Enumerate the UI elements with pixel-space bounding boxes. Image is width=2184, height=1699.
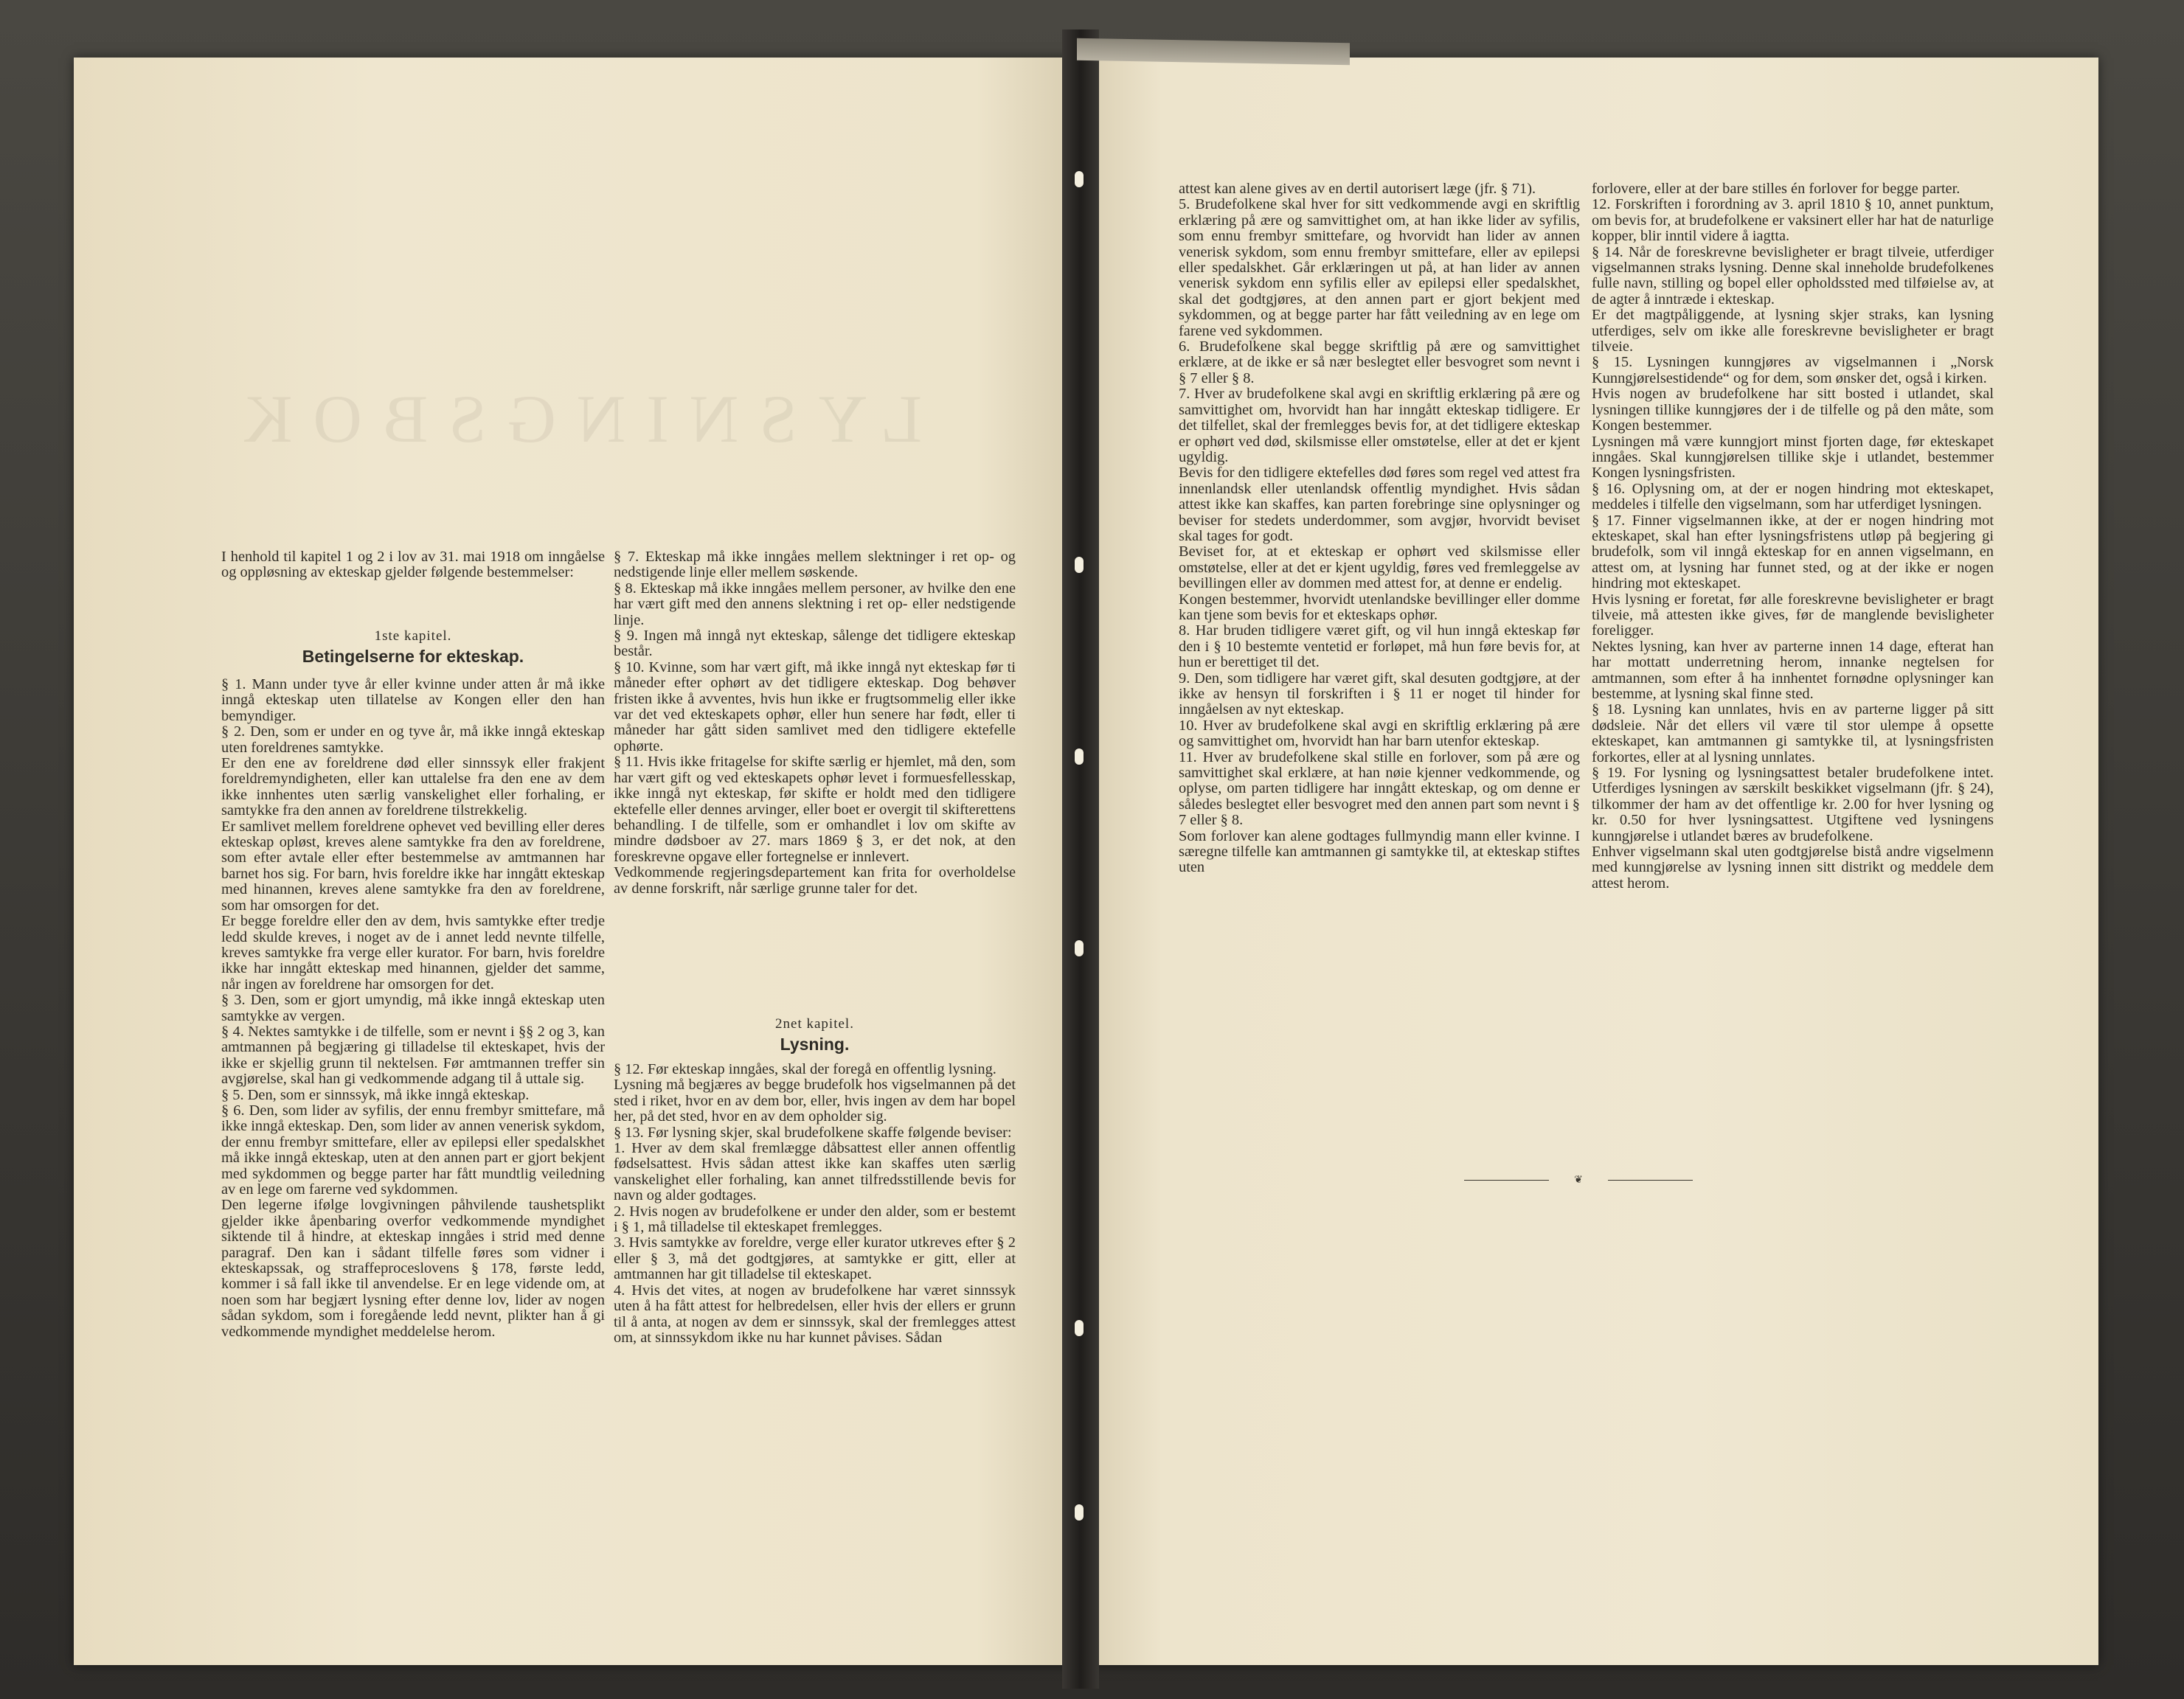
book-spine	[1062, 29, 1099, 1689]
binding-stitch	[1075, 557, 1084, 573]
binding-stitch	[1075, 940, 1084, 956]
left-column-1-text: § 1. Mann under tyve år eller kvinne under atten år må ikke inngå ekteskap uten tillatelse av Kongen eller den han bemyndiger. § 2. Den, som er under en og tyve år, må ikke inngå ekteskap uten foreldrenes samtykke. Er den ene av foreldrene død eller sinnssyk eller frakjent foreldremyndigheten, eller kan uttalelse fra den ene av dem ikke innhentes uten særlig vanskelighet eller forhaling, er samtykke fra den annen av foreldrene tilstrekkelig. Er samlivet mellem foreldrene ophevet ved bevilling eller deres ekteskap opløst, kreves alene samtykke fra den av foreldrene, som efter avtale eller efter bestemmelse av amtmannen har barnet hos sig. For barn, hvis foreldre ikke har inngått ekteskap med hinannen, kreves alene samtykke fra den av foreldrene, som har omsorgen for det. Er begge foreldre eller den av dem, hvis samtykke efter tredje ledd skulde kreves, i noget av de i annet ledd nevnte tilfelle, kreves samtykke fra verge eller kurator. For barn, hvis foreldre ikke har inngått ekteskap med hinannen, gjelder det samme, når ingen av foreldrene har omsorgen for det. § 3. Den, som er gjort umyndig, må ikke inngå ekteskap uten samtykke av vergen. § 4. Nektes samtykke i de tilfelle, som er nevnt i §§ 2 og 3, kan amtmannen på begjæring gi tilladelse til ekteskapet, hvis der ikke er skjellig grunn til nektelsen. Før amtmannen treffer sin avgjørelse, skal han gi vedkommende adgang til å uttale sig. § 5. Den, som er sinnssyk, må ikke inngå ekteskap. § 6. Den, som lider av syfilis, der ennu frembyr smittefare, må ikke inngå ekteskap. Den, som lider av annen venerisk sykdom, der ennu frembyr smittefare, eller av epilepsi eller spedalskhet må ikke inngå ekteskap, uten at den annen part er gjort bekjent med sykdommen og begge parter har fått mundtlig veiledning av en lege om farerne ved sykdommen. Den legerne ifølge lovgivningen påhvilende taushetsplikt gjelder ikke åpenbaring overfor vedkommende myndighet siktende til å hindre, at ekteskap inngåes i strid med denne paragraf. Den kan i sådant tilfelle føres som vidner i ekteskapssak, og straffeproceslovens § 178, første ledd, kommer i så fall ikke til anvendelse. Er en lege vidende om, at noen som har begjært lysning efter denne lov, lider av nogen sådan sykdom, som i foregående ledd nevnt, plikter han å gi vedkommende myndighet meddelelse herom.	[221, 676, 605, 1340]
ornament-rule-left	[1464, 1180, 1549, 1181]
binding-stitch	[1075, 1504, 1084, 1521]
ornament-rule-right	[1608, 1180, 1693, 1181]
chapter-1-number: 1ste kapitel.	[374, 628, 452, 644]
faded-show-through-title: LYSNINGSBOK	[223, 381, 922, 456]
binding-stitch	[1075, 171, 1084, 187]
chapter-2-title: Lysning.	[780, 1035, 850, 1054]
binding-stitch	[1075, 1320, 1084, 1336]
spine-top-edge	[1077, 38, 1350, 65]
chapter-1-title: Betingelserne for ekteskap.	[302, 647, 524, 666]
end-ornament	[1464, 1175, 1693, 1186]
left-column-2-bottom-text: § 12. Før ekteskap inngåes, skal der foregå en offentlig lysning. Lysning må begjæres av begge brudefolk hos vigselmannen på det sted i riket, hvor en av dem bor, eller, hvis ingen av dem har bopel her, på det sted, hvor en av dem opholder sig. § 13. Før lysning skjer, skal brudefolkene skaffe følgende beviser: 1. Hver av dem skal fremlægge dåbsattest eller annen offentlig fødselsattest. Hvis sådan attest ikke kan skaffes uten særlig vanskelighet eller forhaling, kan annet tilfredsstillende bevis for navn og alder godtages. 2. Hvis nogen av brudefolkene er under den alder, som er bestemt i § 1, må tilladelse til ekteskapet fremlegges. 3. Hvis samtykke av foreldre, verge eller kurator utkreves efter § 2 eller § 3, må det godtgjøres, at samtykke er gitt, eller at amtmannen har git tilladelse til ekteskapet. 4. Hvis det vites, at nogen av brudefolkene har været sinnssyk uten å ha fått attest for helbredelsen, eller hvis der ellers er grunn til å anta, at nogen av dem er sinnssyk, skal der fremlegges attest om, at sinnssykdom ikke nu har kunnet påvises. Sådan	[614, 1061, 1016, 1346]
left-column-2-top-text: § 7. Ekteskap må ikke inngåes mellem slektninger i ret op- og nedstigende linje eller mellem søskende. § 8. Ekteskap må ikke inngåes mellem personer, av hvilke den ene har vært gift med den annens slektning i ret op- eller nedstigende linje. § 9. Ingen må inngå nyt ekteskap, sålenge det tidligere ekteskap består. § 10. Kvinne, som har vært gift, må ikke inngå nyt ekteskap før ti måneder efter ophørt av det tidligere ekteskap. Dog behøver fristen ikke å avventes, hvis hun ikke er frugtsommelig eller ikke var det ved ekteskapets ophør, eller hun senere har født, eller ti måneder har gått siden samlivet med den tidligere ektefelle ophørte. § 11. Hvis ikke fritagelse for skifte særlig er hjemlet, må den, som har vært gift og ved ekteskapets ophør levet i formuesfellesskap, ikke inngå nyt ekteskap, før skifte er holdt med den tidligere ektefelle eller dennes arvinger, eller boet er overgit til skifterettens behandling. I de tilfelle, som er omhandlet i lov om skifte av mindre dødsboer av 27. mars 1869 § 3, er det nok, at den foreskrevne opgave eller fortegnelse er innlevert. Vedkommende regjeringsdepartement kan frita for overholdelse av denne forskrift, når særlige grunne taler for det.	[614, 549, 1016, 897]
binding-stitch	[1075, 748, 1084, 765]
chapter-2-number: 2net kapitel.	[775, 1016, 854, 1032]
intro-paragraph: I henhold til kapitel 1 og 2 i lov av 31. mai 1918 om inngåelse og oppløsning av ekteskap gjelder følgende bestemmelser:	[221, 549, 605, 581]
ornament-flourish: ❦	[1574, 1175, 1583, 1186]
right-column-1-text: attest kan alene gives av en dertil autorisert læge (jfr. § 71). 5. Brudefolkene skal hver for sitt vedkommende avgi en skriftlig erklæring på ære og samvittighet om, at han ikke lider av syfilis, som ennu frembyr smittefare, og hvorvidt han lider av annen venerisk sykdom, som ennu frembyr smittefare, eller av epilepsi eller spedalskhet. Går erklæringen ut på, at han lider av annen venerisk sykdom enn syfilis eller av epilepsi eller spedalskhet, skal det godtgjøres, at den annen part er gjort bekjent med sykdommen, og at begge parter har fått veiledning av en lege om farene ved sykdommen. 6. Brudefolkene skal begge skriftlig på ære og samvittighet erklære, at de ikke er så nær beslegtet eller besvogret som nevnt i § 7 eller § 8. 7. Hver av brudefolkene skal avgi en skriftlig erklæring på ære og samvittighet om, hvorvidt han har inngått ekteskap tidligere. Er det tilfellet, skal der fremlegges bevis for, at det tidligere ekteskap er ophørt ved død, skilsmisse eller omstøtelse, eller at det er kjent ugyldig. Bevis for den tidligere ektefelles død føres som regel ved attest fra innenlandsk eller utenlandsk offentlig myndighet. Hvis sådan attest ikke kan skaffes, kan parten forebringe sine oplysninger og beviser for stedets underdommer, som avgjør, hvorvidt beviset skal tages for godt. Beviset for, at et ekteskap er ophørt ved skilsmisse eller omstøtelse, eller at det er kjent ugyldig, føres ved fremleggelse av bevillingen eller av dommen med attest for, at denne er endelig. Kongen bestemmer, hvorvidt utenlandske bevillinger eller domme kan tjene som bevis for et ekteskaps ophør. 8. Har bruden tidligere været gift, og vil hun inngå ekteskap før den i § 10 bestemte ventetid er forløpet, må hun føre bevis for, at hun er berettiget til det. 9. Den, som tidligere har været gift, skal desuten godtgjøre, at der ikke av hensyn til forskriften i § 11 er noget til hinder for inngåelsen av nyt ekteskap. 10. Hver av brudefolkene skal avgi en skriftlig erklæring på ære og samvittighet om, hvorvidt han har barn utenfor ekteskap. 11. Hver av brudefolkene skal stille en forlover, som på ære og samvittighet skal erklære, at han nøie kjenner vedkommende, og oplyse, om parten tidligere har inngått ekteskap, og om denne er således beslegtet eller besvogret med den annen part som nevnt i § 7 eller § 8. Som forlover kan alene godtages fullmyndig mann eller kvinne. I særegne tilfelle kan amtmannen gi samtykke til, at ekteskap stiftes uten	[1179, 181, 1580, 876]
right-column-2-text: forlovere, eller at der bare stilles én forlover for begge parter. 12. Forskriften i forordning av 3. april 1810 § 10, annet punktum, om bevis for, at brudefolkene er vaksinert eller har hat de naturlige kopper, blir inntil videre å iagtta. § 14. Når de foreskrevne bevisligheter er bragt tilveie, utferdiger vigselmannen straks lysning. Denne skal inneholde brudefolkenes fulle navn, stilling og bopel eller opholdssted med tilføielse av, at de agter å inntræde i ekteskap. Er det magtpåliggende, at lysning skjer straks, kan lysning utferdiges, selv om ikke alle foreskrevne bevisligheter er bragt tilveie. § 15. Lysningen kunngjøres av vigselmannen i „Norsk Kunngjørelsestidende“ og for dem, som ønsker det, også i kirken. Hvis nogen av brudefolkene har sitt bosted i utlandet, skal lysningen tillike kunngjøres der i de tilfelle og på den måte, som Kongen bestemmer. Lysningen må være kunngjort minst fjorten dage, før ekteskapet inngåes. Skal kunngjørelsen tillike skje i utlandet, bestemmer Kongen lysningsfristen. § 16. Oplysning om, at der er nogen hindring mot ekteskapet, meddeles i tilfelle den vigselmann, som har utferdiget lysningen. § 17. Finner vigselmannen ikke, at der er nogen hindring mot ekteskapet, skal han efter lysningsfristens utløp på begjering gi brudefolk, som vil inngå ekteskap for en annen vigselmann, en attest om, at lysning har funnet sted, og at der ikke er nogen hindring mot ekteskapet. Hvis lysning er foretat, før alle foreskrevne bevisligheter er bragt tilveie, må attesten ikke gives, før de manglende bevisligheter foreligger. Nektes lysning, kan hver av parterne innen 14 dage, efterat han har mottatt underretning herom, innanke negtelsen for amtmannen, som efter å ha innhentet fornødne oplysninger kan bestemme, at lysning skal finne sted. § 18. Lysning kan unnlates, hvis en av parterne ligger på sitt dødsleie. Når det ellers vil være til stor ulempe å opsette ekteskapet, kan amtmannen gi samtykke til, at lysningsfristen forkortes, eller at al lysning unnlates. § 19. For lysning og lysningsattest betaler brudefolkene intet. Utferdiges lysningen av særskilt beskikket vigselmann (jfr. § 24), tilkommer der ham av det offentlige kr. 2.00 for hver lysning og kr. 0.50 for hver lysningsattest. Utgiftene ved lysningens kunngjørelse i utlandet bæres av brudefolkene. Enhver vigselmann skal uten godtgjørelse bistå andre vigselmenn med kunngjørelse av lysning innen sitt distrikt og meddele dem attest herom.	[1592, 181, 1994, 892]
